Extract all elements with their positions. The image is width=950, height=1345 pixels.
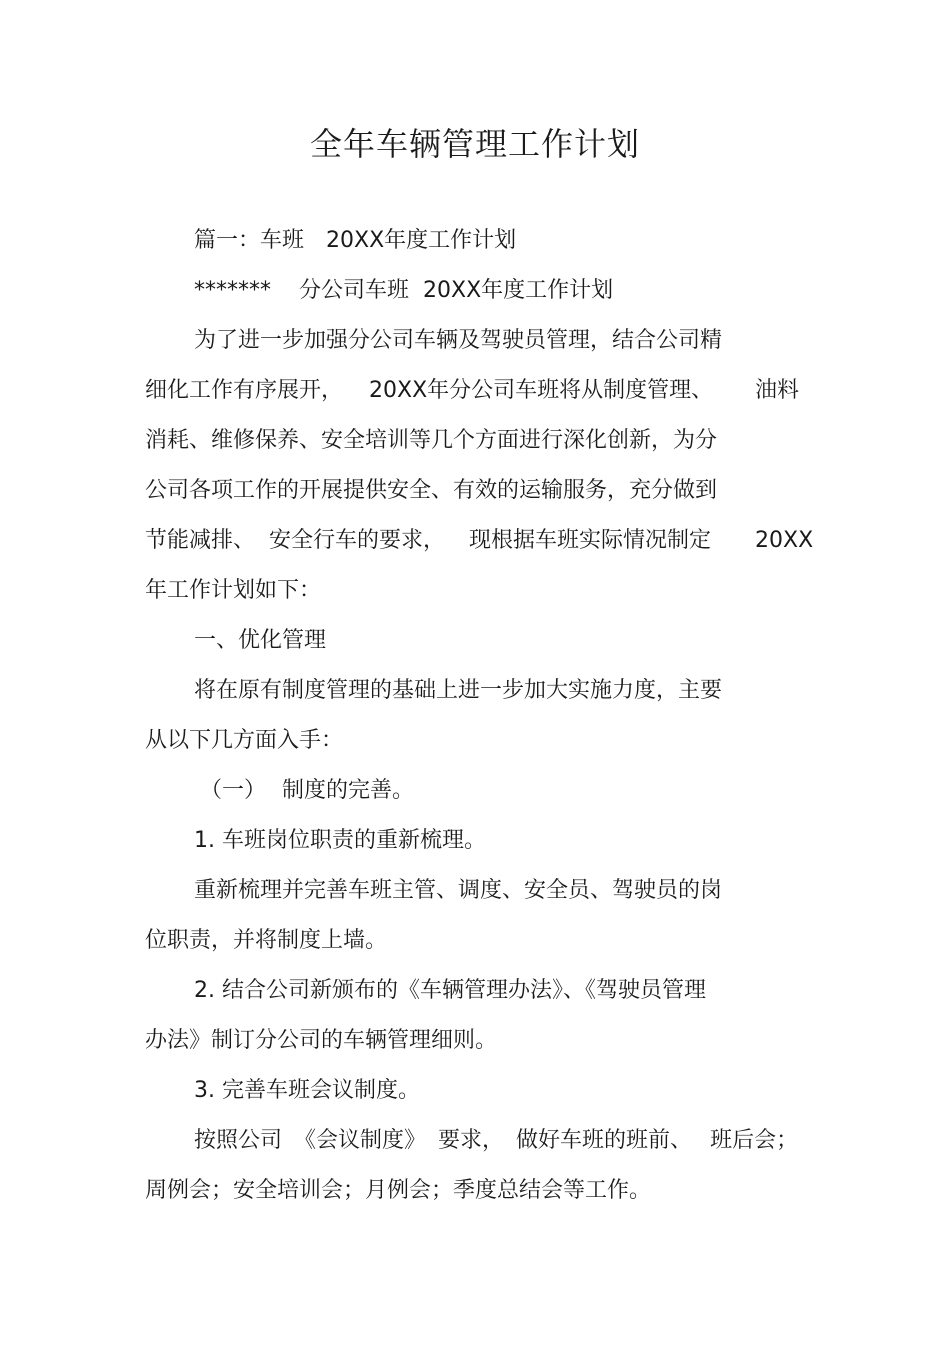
para1-line2 <box>145 374 805 408</box>
para4-line1-e: 班后会； <box>710 1128 799 1153</box>
para1-line2-c: 油料 <box>755 378 800 403</box>
branch-plan: 20XX年度工作计划 <box>423 278 614 303</box>
subtitle-line <box>194 224 516 258</box>
para1-line3: 消耗、维修保养、安全培训等几个方面进行深化创新，为分 <box>145 428 718 453</box>
section1-heading: 一、优化管理 <box>194 628 327 653</box>
para1-line5-d: 20XX <box>755 528 814 553</box>
para1-line5-c: 现根据车班实际情况制定 <box>469 528 712 553</box>
item3: 3. 完善车班会议制度。 <box>194 1078 420 1103</box>
para2-line1: 将在原有制度管理的基础上进一步加大实施力度，主要 <box>194 678 723 703</box>
item2-line2: 办法》制订分公司的车辆管理细则。 <box>145 1028 498 1053</box>
para4-line1-c: 要求， <box>438 1128 505 1153</box>
branch-name: 分公司车班 <box>299 278 410 303</box>
para4-line2: 周例会；安全培训会；月例会；季度总结会等工作。 <box>145 1178 652 1203</box>
document-title: 全年车辆管理工作计划 <box>309 125 640 163</box>
subsection1-line <box>200 774 414 808</box>
subsection1-number: （一） <box>200 778 267 803</box>
para3-line1: 重新梳理并完善车班主管、调度、安全员、驾驶员的岗 <box>194 878 723 903</box>
para1-line4: 公司各项工作的开展提供安全、有效的运输服务，充分做到 <box>145 478 718 503</box>
item2-line1: 2. 结合公司新颁布的《车辆管理办法》、《驾驶员管理 <box>194 978 706 1003</box>
para1-line5-b: 安全行车的要求， <box>269 528 446 553</box>
para1-line2-b: 20XX年分公司车班将从制度管理、 <box>369 378 714 403</box>
branch-line <box>194 274 613 308</box>
para2-line2: 从以下几方面入手： <box>145 728 344 753</box>
para4-line1 <box>194 1124 798 1158</box>
subsection1-text: 制度的完善。 <box>282 778 415 803</box>
para1-line1: 为了进一步加强分公司车辆及驾驶员管理，结合公司精 <box>194 328 723 353</box>
para4-line1-a: 按照公司 <box>194 1128 283 1153</box>
para4-line1-b: 《会议制度》 <box>294 1128 427 1153</box>
subtitle-rest: 20XX年度工作计划 <box>326 228 517 253</box>
item1: 1. 车班岗位职责的重新梳理。 <box>194 828 486 853</box>
subtitle-prefix: 篇一：车班 <box>194 228 305 253</box>
para3-line2: 位职责，并将制度上墙。 <box>145 928 388 953</box>
para1-line5 <box>145 524 815 558</box>
para4-line1-d: 做好车班的班前、 <box>516 1128 693 1153</box>
branch-stars: ******* <box>194 278 271 303</box>
para1-line2-a: 细化工作有序展开， <box>145 378 344 403</box>
para1-line6: 年工作计划如下： <box>145 578 322 603</box>
para1-line5-a: 节能减排、 <box>145 528 256 553</box>
